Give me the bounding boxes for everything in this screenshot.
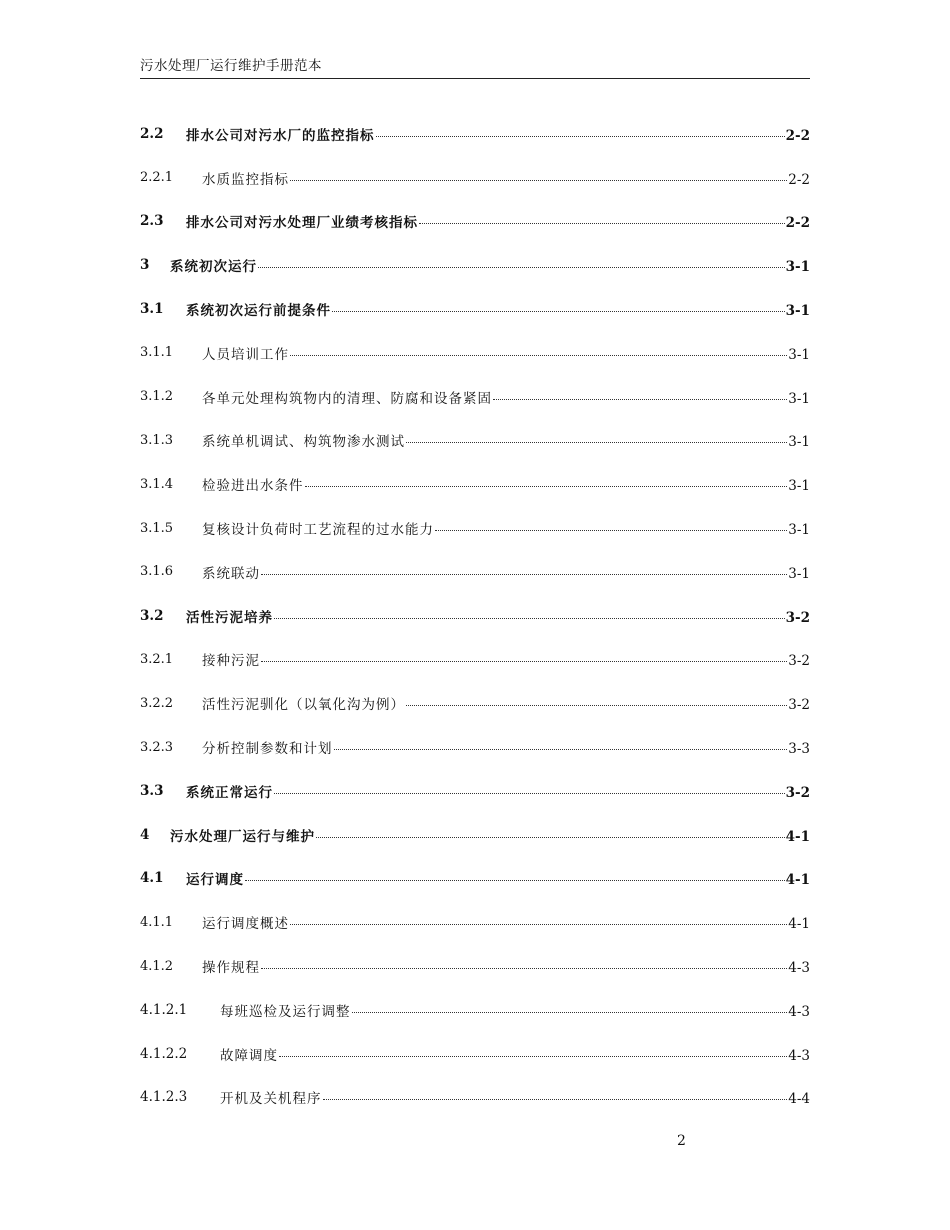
toc-entry[interactable] [140, 506, 810, 550]
toc-entry-number: 3.1.1 [140, 345, 174, 361]
toc-entry[interactable] [140, 1032, 810, 1076]
toc-entry-number: 4.1 [140, 870, 164, 887]
toc-entry-title: 人员培训工作 [202, 346, 289, 363]
toc-entry-number: 3.3 [140, 782, 164, 799]
toc-dot-leader [332, 301, 785, 312]
toc-entry-line [220, 1044, 810, 1064]
toc-entry-line [186, 124, 810, 144]
toc-dot-leader [261, 564, 787, 575]
toc-dot-leader [323, 1089, 788, 1100]
toc-entry-number: 3.1.4 [140, 476, 174, 492]
toc-entry-page: 3-1 [785, 303, 810, 320]
toc-entry-line [202, 912, 810, 932]
toc-dot-leader [419, 213, 785, 224]
toc-entry-title: 复核设计负荷时工艺流程的过水能力 [202, 522, 434, 539]
toc-entry[interactable] [140, 200, 810, 244]
toc-entry-number: 3.2.3 [140, 739, 174, 755]
toc-entry[interactable] [140, 331, 810, 375]
toc-dot-leader [406, 432, 787, 443]
toc-entry[interactable] [140, 419, 810, 463]
toc-entry-number: 3.1.3 [140, 432, 174, 448]
toc-entry-title: 系统单机调试、构筑物渗水测试 [202, 434, 405, 451]
header-title: 污水处理厂运行维护手册范本 [140, 58, 322, 74]
toc-entry-line [202, 474, 810, 494]
toc-entry-number: 2.2.1 [140, 170, 174, 186]
toc-dot-leader [245, 870, 785, 881]
table-of-contents [140, 112, 810, 1119]
toc-entry-number: 4 [140, 826, 150, 843]
toc-entry-line [202, 168, 810, 188]
toc-entry-page: 3-1 [788, 565, 810, 582]
toc-entry-title: 分析控制参数和计划 [202, 741, 333, 758]
toc-entry-line [186, 299, 810, 319]
toc-entry-title: 污水处理厂运行与维护 [170, 828, 315, 845]
page-header [140, 54, 810, 79]
toc-entry-title: 各单元处理构筑物内的清理、防腐和设备紧固 [202, 390, 492, 407]
toc-entry-line [202, 693, 810, 713]
toc-entry-line [202, 649, 810, 669]
toc-entry[interactable] [140, 112, 810, 156]
toc-entry-number: 3.2.2 [140, 695, 174, 711]
toc-entry-page: 3-2 [785, 609, 810, 626]
toc-dot-leader [493, 389, 787, 400]
toc-entry-number: 4.1.2 [140, 958, 174, 974]
toc-entry[interactable] [140, 287, 810, 331]
toc-entry-title: 操作规程 [202, 960, 260, 977]
toc-entry-title: 活性污泥驯化（以氧化沟为例） [202, 697, 405, 714]
toc-dot-leader [316, 827, 785, 838]
toc-entry-page: 2-2 [788, 171, 810, 188]
toc-entry[interactable] [140, 156, 810, 200]
toc-dot-leader [274, 608, 785, 619]
toc-entry-page: 4-3 [788, 960, 810, 977]
toc-entry-number: 2.3 [140, 213, 164, 230]
toc-entry[interactable] [140, 1076, 810, 1120]
toc-entry[interactable] [140, 681, 810, 725]
toc-entry-line [202, 956, 810, 976]
toc-entry-line [202, 562, 810, 582]
toc-entry-number: 3 [140, 257, 150, 274]
toc-entry-title: 运行调度概述 [202, 916, 289, 933]
toc-entry-line [202, 343, 810, 363]
toc-entry-page: 3-2 [785, 784, 810, 801]
toc-entry-title: 系统初次运行 [170, 259, 257, 276]
toc-entry-number: 3.1.2 [140, 389, 174, 405]
toc-entry-title: 排水公司对污水处理厂业绩考核指标 [186, 215, 418, 232]
toc-entry-title: 系统初次运行前提条件 [186, 303, 331, 320]
toc-entry-title: 接种污泥 [202, 653, 260, 670]
page-number: 2 [677, 1133, 686, 1149]
toc-entry-page: 4-3 [788, 1003, 810, 1020]
toc-dot-leader [261, 958, 787, 969]
toc-dot-leader [279, 1046, 787, 1057]
toc-entry[interactable] [140, 988, 810, 1032]
toc-entry[interactable] [140, 769, 810, 813]
toc-dot-leader [290, 914, 787, 925]
toc-entry-title: 检验进出水条件 [202, 478, 304, 495]
toc-dot-leader [258, 257, 785, 268]
toc-entry-title: 故障调度 [220, 1047, 278, 1064]
toc-entry[interactable] [140, 813, 810, 857]
toc-dot-leader [406, 695, 787, 706]
toc-entry-title: 系统正常运行 [186, 784, 273, 801]
toc-entry-number: 3.1 [140, 301, 164, 318]
toc-entry-page: 4-1 [785, 828, 810, 845]
toc-entry-line [220, 1087, 810, 1107]
toc-entry[interactable] [140, 243, 810, 287]
toc-entry-page: 3-1 [788, 522, 810, 539]
toc-dot-leader [376, 126, 785, 137]
toc-entry-line [202, 430, 810, 450]
toc-entry-title: 开机及关机程序 [220, 1091, 322, 1108]
toc-entry-line [202, 518, 810, 538]
toc-entry-page: 4-3 [788, 1047, 810, 1064]
toc-entry-page: 4-1 [788, 916, 810, 933]
toc-entry[interactable] [140, 725, 810, 769]
toc-entry-number: 4.1.2.1 [140, 1001, 188, 1018]
toc-entry-page: 3-3 [788, 741, 810, 758]
toc-entry[interactable] [140, 857, 810, 901]
toc-entry-number: 3.2 [140, 607, 164, 624]
toc-entry-number: 4.1.2.3 [140, 1089, 188, 1106]
toc-entry-line [202, 737, 810, 757]
toc-entry-number: 3.1.6 [140, 564, 174, 580]
toc-entry-title: 系统联动 [202, 565, 260, 582]
toc-entry-page: 2-2 [785, 127, 810, 144]
toc-entry-line [170, 255, 810, 275]
toc-dot-leader [261, 651, 787, 662]
toc-entry-number: 2.2 [140, 125, 164, 142]
toc-entry-page: 3-1 [788, 478, 810, 495]
toc-entry[interactable] [140, 550, 810, 594]
toc-entry-line [186, 868, 810, 888]
toc-dot-leader [435, 520, 787, 531]
toc-entry[interactable] [140, 944, 810, 988]
toc-entry[interactable] [140, 594, 810, 638]
toc-entry-line [170, 825, 810, 845]
toc-entry-page: 3-2 [788, 653, 810, 670]
toc-entry-page: 4-1 [785, 872, 810, 889]
toc-entry-page: 3-2 [788, 697, 810, 714]
toc-dot-leader [290, 345, 787, 356]
toc-entry-line [186, 606, 810, 626]
toc-entry-title: 活性污泥培养 [186, 609, 273, 626]
toc-entry-number: 3.1.5 [140, 520, 174, 536]
toc-entry[interactable] [140, 462, 810, 506]
toc-dot-leader [334, 739, 788, 750]
toc-entry-title: 每班巡检及运行调整 [220, 1003, 351, 1020]
toc-entry-line [186, 211, 810, 231]
toc-entry-line [186, 781, 810, 801]
toc-dot-leader [274, 783, 785, 794]
toc-entry-page: 4-4 [788, 1091, 810, 1108]
toc-entry-title: 运行调度 [186, 872, 244, 889]
toc-dot-leader [352, 1002, 788, 1013]
toc-entry-number: 4.1.2.2 [140, 1045, 188, 1062]
toc-entry-number: 3.2.1 [140, 651, 174, 667]
toc-dot-leader [290, 170, 787, 181]
toc-entry[interactable] [140, 900, 810, 944]
toc-entry-number: 4.1.1 [140, 914, 174, 930]
toc-entry-title: 排水公司对污水厂的监控指标 [186, 127, 375, 144]
toc-entry[interactable] [140, 375, 810, 419]
toc-entry-page: 3-1 [788, 390, 810, 407]
toc-entry-page: 2-2 [785, 215, 810, 232]
toc-entry-line [220, 1000, 810, 1020]
toc-entry-title: 水质监控指标 [202, 171, 289, 188]
toc-entry-page: 3-1 [785, 259, 810, 276]
toc-entry-page: 3-1 [788, 346, 810, 363]
toc-entry-page: 3-1 [788, 434, 810, 451]
toc-dot-leader [305, 476, 788, 487]
toc-entry[interactable] [140, 638, 810, 682]
toc-entry-line [202, 387, 810, 407]
